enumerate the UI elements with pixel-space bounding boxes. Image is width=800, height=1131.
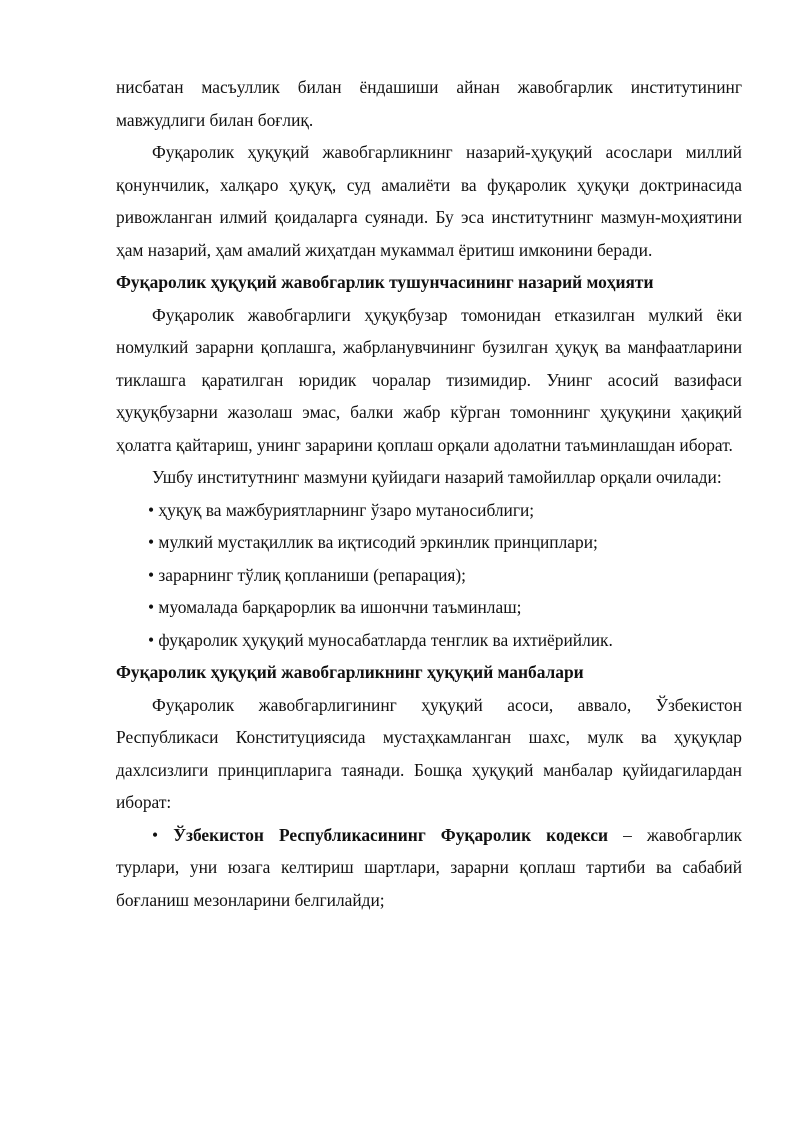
list-item: • мулкий мустақиллик ва иқтисодий эркинлик принциплари; — [148, 532, 598, 552]
list-item: • фуқаролик ҳуқуқий муносабатларда тенглик ва ихтиёрийлик. — [148, 629, 613, 650]
paragraph-sources: Фуқаролик жавобгарлигининг ҳуқуқий асоси, аввало, Ўзбекистон Республикаси Конституциясида мустаҳкамланган шахс, мулк ва ҳуқуқлар дахлсизлиги принципларига таянади. Бошқа ҳуқуқий манбалар қуйидагилардан иборат: — [116, 694, 742, 812]
document-body — [116, 71, 742, 916]
civil-code-description: – жавобгарлик турлари, уни юзага келтириш шартлари, зарарни қоплаш тартиби ва сабабий боғланиш мезонларини белгилайди; — [116, 824, 742, 910]
section-heading-theory: Фуқаролик ҳуқуқий жавобгарлик тушунчасининг назарий моҳияти — [116, 272, 654, 292]
civil-code-title: Ўзбекистон Республикасининг Фуқаролик кодекси — [173, 824, 608, 845]
list-item: • муомалада барқарорлик ва ишончни таъминлаш; — [148, 597, 522, 617]
paragraph-legal-basis: Фуқаролик ҳуқуқий жавобгарликнинг назарий-ҳуқуқий асослари миллий қонунчилик, халқаро ҳуқуқ, суд амалиёти ва фуқаролик ҳуқуқи доктринасида ривожланган илмий қоидаларга суянади. Бу эса институтнинг мазмун-моҳиятини ҳам назарий, ҳам амалий жиҳатдан мукаммал ёритиш имконини беради. — [116, 142, 742, 260]
list-item-civil-code — [116, 819, 742, 917]
list-item: • зарарнинг тўлиқ қопланиши (репарация); — [148, 564, 466, 585]
list-item: • ҳуқуқ ва мажбуриятларнинг ўзаро мутаносиблиги; — [148, 499, 535, 520]
bullet-mark: • — [152, 824, 159, 845]
paragraph-continued: нисбатан масъуллик билан ёндашиши айнан жавобгарлик институтининг мавжудлиги билан боғлиқ. — [116, 77, 742, 130]
section-heading-sources: Фуқаролик ҳуқуқий жавобгарликнинг ҳуқуқий манбалари — [116, 662, 584, 682]
paragraph-principles-intro: Ушбу институтнинг мазмуни қуйидаги назарий тамойиллар орқали очилади: — [152, 467, 722, 487]
paragraph-definition: Фуқаролик жавобгарлиги ҳуқуқбузар томонидан етказилган мулкий ёки номулкий зарарни қоплашга, жабрланувчининг бузилган ҳуқуқ ва манфаатларини тиклашга қаратилган юридик чоралар тизимидир. Унинг асосий вазифаси ҳуқуқбузарни жазолаш эмас, балки жабр кўрган томоннинг ҳуқуқини ҳақиқий ҳолатга қайтариш, унинг зарарини қоплаш орқали адолатни таъминлашдан иборат. — [116, 304, 742, 455]
